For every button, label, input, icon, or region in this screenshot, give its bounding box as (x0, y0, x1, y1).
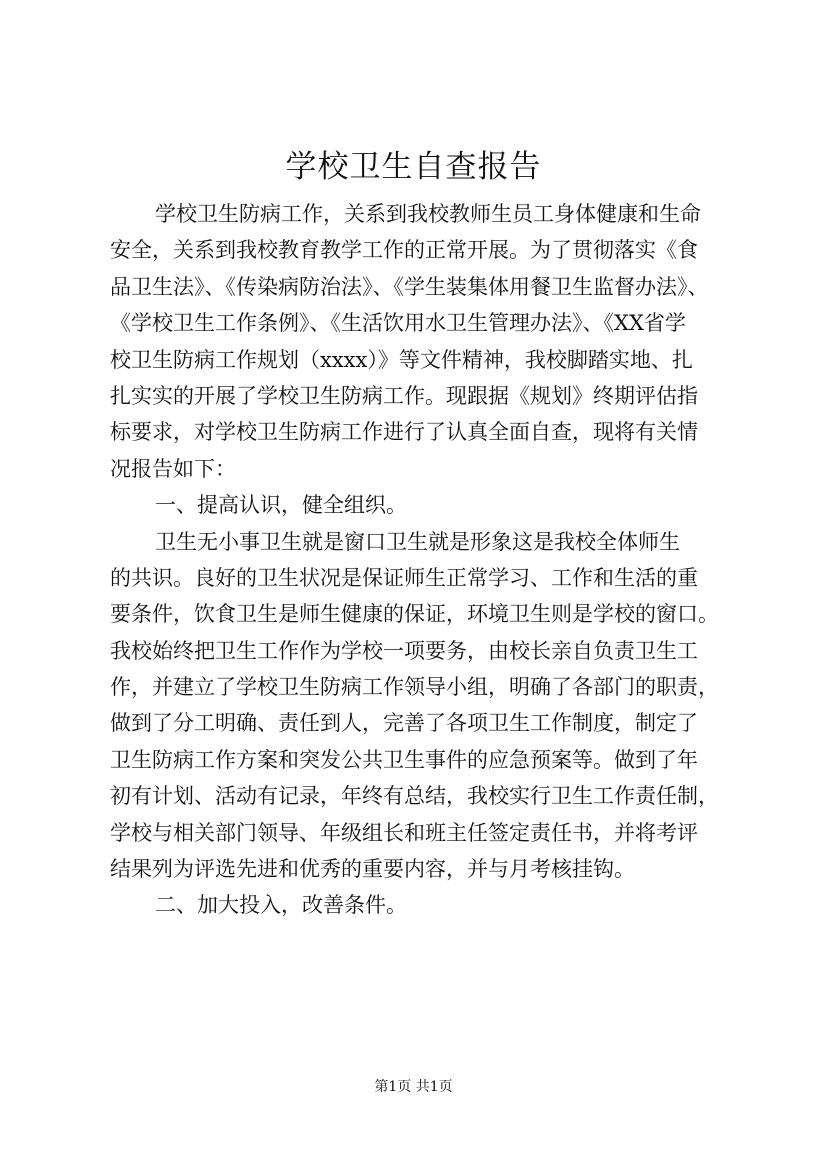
paragraph-line: 作，并建立了学校卫生防病工作领导小组，明确了各部门的职责， (110, 675, 719, 700)
paragraph-line: 要条件，饮食卫生是师生健康的保证，环境卫生则是学校的窗口。 (110, 602, 719, 627)
paragraph-line: 卫生无小事卫生就是窗口卫生就是形象这是我校全体师生 (155, 529, 680, 554)
paragraph-line: 初有计划、活动有记录，年终有总结，我校实行卫生工作责任制， (110, 784, 719, 809)
paragraph-line: 学校卫生防病工作，关系到我校教师生员工身体健康和生命 (155, 202, 701, 226)
paragraph-line: 做到了分工明确、责任到人，完善了各项卫生工作制度，制定了 (110, 711, 698, 736)
paragraph-line: 我校始终把卫生工作作为学校一项要务，由校长亲自负责卫生工 (110, 638, 698, 663)
paragraph-line: 卫生防病工作方案和突发公共卫生事件的应急预案等。做到了年 (110, 747, 698, 772)
document-body (110, 196, 730, 924)
paragraph-line: 学校与相关部门领导、年级组长和班主任签定责任书，并将考评 (110, 820, 698, 845)
paragraph-line: 扎实实的开展了学校卫生防病工作。现跟据《规划》终期评估指 (110, 383, 698, 408)
paragraph-line: 况报告如下： (110, 456, 236, 481)
paragraph-line: 安全，关系到我校教育教学工作的正常开展。为了贯彻落实《食 (110, 238, 698, 263)
paragraph-line: 《学校卫生工作条例》、《生活饮用水卫生管理办法》、《XX省学 (110, 311, 686, 336)
section-heading: 二、加大投入，改善条件。 (155, 893, 407, 918)
paragraph-line: 标要求，对学校卫生防病工作进行了认真全面自查，现将有关情 (110, 420, 698, 445)
paragraph-line: 的共识。良好的卫生状况是保证师生正常学习、工作和生活的重 (110, 565, 698, 590)
page-footer: 第1页 共1页 (374, 1079, 453, 1095)
document-title: 学校卫生自查报告 (285, 149, 542, 185)
section-heading: 一、提高认识，健全组织。 (155, 493, 407, 518)
paragraph-line: 结果列为评选先进和优秀的重要内容，并与月考核挂钩。 (110, 857, 635, 882)
paragraph-line: 校卫生防病工作规划（xxxx）》等文件精神，我校脚踏实地、扎 (110, 347, 693, 372)
paragraph-line: 品卫生法》、《传染病防治法》、《学生装集体用餐卫生监督办法》、 (110, 274, 709, 299)
